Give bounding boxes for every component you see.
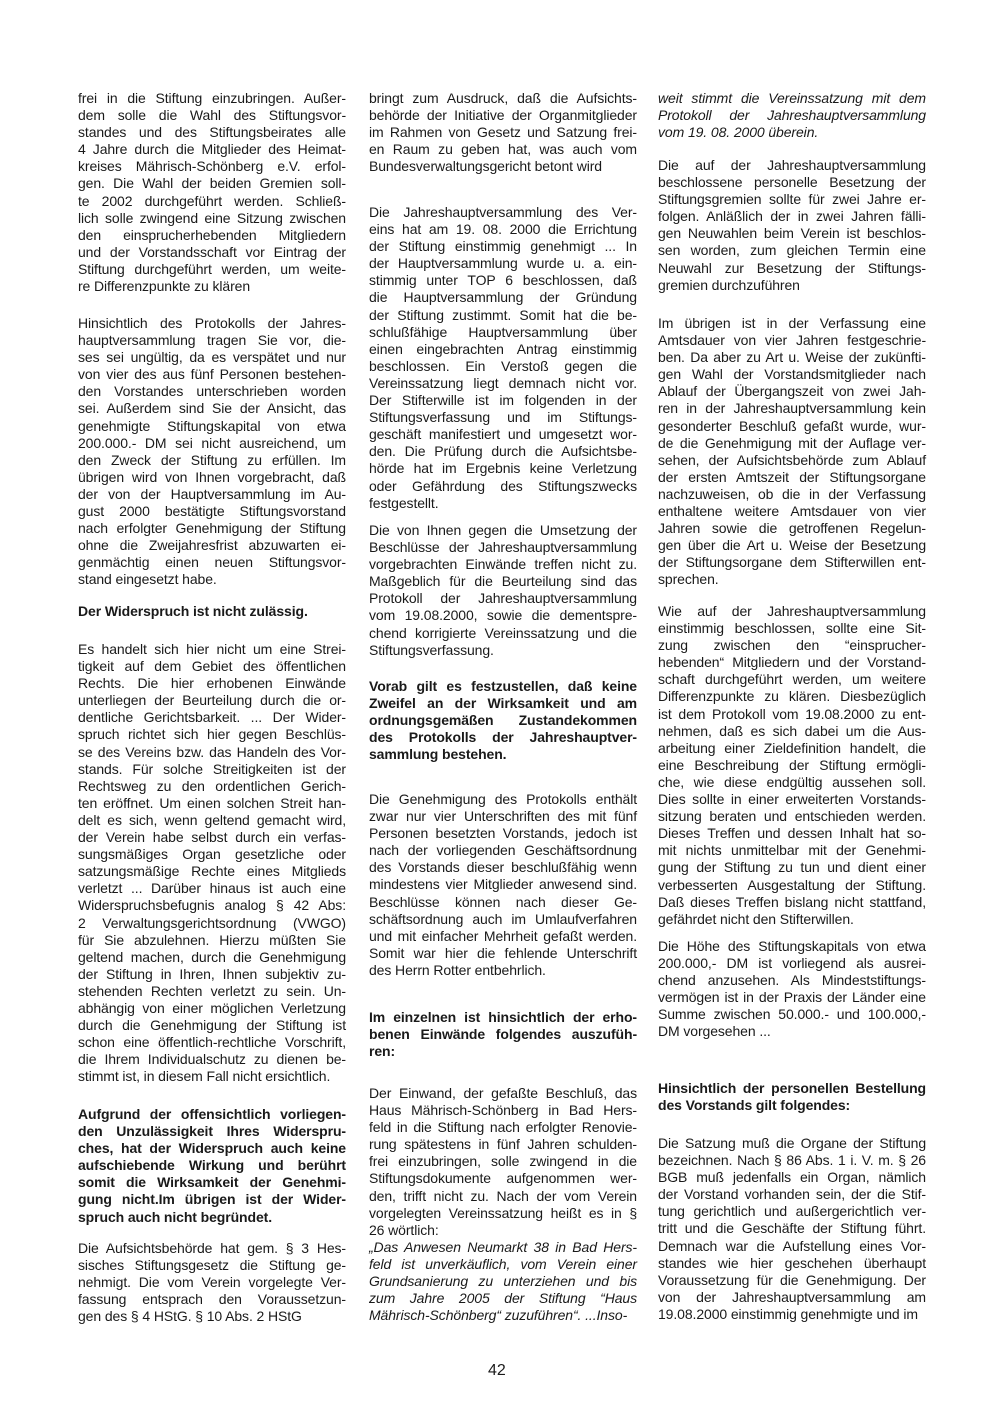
text-line: Amtsdauer von vier Jahren festgeschrie- [658,332,926,349]
text-line: zum Jahre 2005 der Stiftung “Haus [369,1290,637,1307]
text-line: beschlossen. Ein Verstoß gegen die [369,357,637,374]
text-line: abhängig von einer möglichen Verletzung [78,999,346,1016]
section-heading [369,1009,637,1060]
text-line: Protokoll der Jahreshauptversammlung [369,590,637,607]
text-line: zung zwischen den “einsprucher- [658,637,926,654]
text-line: des Protokolls der Jahreshauptver- [369,729,637,746]
text-line: verbesserten Ausgestaltung der Stiftung. [658,876,926,893]
text-line: arbeitung einer Zieldefinition handelt, die [658,739,926,756]
text-line: der Stiftungsorgane dem Stifterwillen ent- [658,554,926,571]
text-line: Somit war hier die fehlende Unterschrift [369,944,637,961]
text-line: übrigen wird von Ihnen vorgebracht, daß [78,468,346,485]
text-line: tung gerichtlich und außergerichtlich ver- [658,1203,926,1220]
text-line: satzungsmäßige Rechte eines Mitglieds [78,863,346,880]
section-heading [78,603,346,620]
paragraph [658,603,926,928]
text-line: vorgelegten Vereinssatzung heißt es in § [369,1204,637,1221]
text-line: der Hauptversammlung wurde u. a. ein- [369,255,637,272]
text-line: ten eröffnet. Um einen solchen Streit han- [78,794,346,811]
text-line: ohne die Zweijahresfrist abzuwarten ei- [78,537,346,554]
paragraph [369,522,637,659]
text-line: Im übrigen ist in der Verfassung eine [658,315,926,331]
text-line: sen worden, zum gleichen Termin eine [658,242,926,259]
text-line: somit die Wirksamkeit der Genehmi- [78,1174,346,1191]
text-line: Die Genehmigung des Protokolls enthält [369,791,637,807]
text-line: Differenzpunkte zu klären. Diesbezüglich [658,688,926,705]
text-line: für Sie abzulehnen. Hierzu müßten Sie [78,931,346,948]
text-line: gung der Stiftung zu tun und dient einer [658,859,926,876]
text-line: se des Vereins bzw. das Handeln des Vor- [78,743,346,760]
text-line: weit stimmt die Vereinssatzung mit dem [658,90,926,106]
text-line: stimmig unter TOP 6 beschlossen, daß [369,272,637,289]
text-line: im Rahmen von Gesetz und Satzung frei- [369,124,637,141]
section-heading [658,1080,926,1114]
text-line: Stiftungsdokumente aufgenommen wer- [369,1170,637,1187]
text-line: Wie auf der Jahreshauptversammlung [658,603,926,619]
text-line: einen eingebrachten Antrag einstimmig [369,340,637,357]
text-column-middle [369,0,637,1412]
text-line: ren in der Jahreshauptversammlung kein [658,400,926,417]
text-line: stands. Für solche Streitigkeiten ist der [78,760,346,777]
text-line: te 2002 durchgeführt werden. Schließ- [78,192,346,209]
text-column-left [78,0,346,1412]
paragraph [369,1085,637,1239]
text-line: frei einzubringen, solle zwingend in die [369,1153,637,1170]
text-line: schon eine öffentlich-rechtliche Vorschrift, [78,1034,346,1051]
text-line: eine Beschreibung der Stiftung ermögli- [658,756,926,773]
text-line: che, wie diese endgültig aussehen soll. [658,773,926,790]
paragraph [369,90,637,175]
text-line: Der Stifterwille ist im folgenden in der [369,392,637,409]
text-line: gremien durchzuführen [658,276,800,293]
text-line: gefährdet nicht den Stifterwillen. [658,910,854,927]
text-line: Grundsanierung zu unterziehen und bis [369,1273,637,1290]
text-line: nehmigt. Die vom Verein vorgelegte Ver- [78,1274,346,1291]
text-line: hauptversammlung tragen Sie vor, die- [78,332,346,349]
text-line: fassung entsprach den Voraussetzun- [78,1291,346,1308]
text-line: tritt und die Geschäfte der Stiftung führt. [658,1220,926,1237]
text-line: Es handelt sich hier nicht um eine Strei- [78,641,346,657]
page-number: 42 [488,1362,506,1379]
text-line: sehen, der Aufsichtsbehörde zum Ablauf [658,451,926,468]
text-line: Maßgeblich für die Beurteilung sind das [369,573,637,590]
text-line: Dies sollte in einer erweiterten Vorstands- [658,791,926,808]
text-line: die Hauptversammlung der Gründung [369,289,637,306]
text-line: standes wie hier geschehen überhaupt [658,1254,926,1271]
text-line: den Unzulässigkeit Ihres Widerspru- [78,1123,346,1140]
text-line: feld in die Stiftung nach erfolgter Renovie- [369,1119,637,1136]
text-line: Demnach war die Aufstellung eines Vor- [658,1237,926,1254]
text-line: Stiftungsverfassung und im Stiftungs- [369,409,637,426]
text-line: lich solle zwingend eine Sitzung zwischen [78,209,346,226]
text-line: den, trifft nicht zu. Nach der vom Verein [369,1187,637,1204]
text-line: Protokoll der Jahreshauptversammlung [658,107,926,124]
text-line: BGB muß jedenfalls ein Organ, nämlich [658,1169,926,1186]
text-line: spruch richtet sich hier gegen Beschlüs- [78,726,346,743]
paragraph [78,90,346,295]
text-line: hebenden“ Mitgliedern und der Vorstand- [658,654,926,671]
text-line: Vorab gilt es festzustellen, daß keine [369,678,637,694]
text-line: Summe zwischen 50.000.- und 100.000,- [658,1006,926,1023]
text-line: Beschlüsse der Jahreshauptversammlung [369,539,637,556]
text-line: stand eingesetzt habe. [78,571,217,588]
text-line: des Herrn Rotter entbehrlich. [369,961,546,978]
text-line: unterliegen der Beurteilung durch die or- [78,692,346,709]
text-line: 19.08.2000 einstimmig genehmigte und im [658,1305,918,1322]
paragraph [78,641,346,1085]
text-line: 4 Jahre durch die Mitglieder des Heimat- [78,141,346,158]
text-line: gen des § 4 HStG. § 10 Abs. 2 HStG [78,1308,302,1325]
text-line: Vereinssatzung liegt demnach nicht vor. [369,374,637,391]
text-line: Die von Ihnen gegen die Umsetzung der [369,522,637,538]
text-line: genmächtig einen neuen Stiftungsvor- [78,554,346,571]
text-line: gen Wahl der Vorstandsmitglieder nach [658,366,926,383]
text-line: gen. Die Wahl der beiden Gremien soll- [78,175,346,192]
paragraph [369,204,637,512]
text-line: den Vorstandes unterschrieben worden [78,383,346,400]
text-line: genehmigte Stiftungskapital von etwa [78,417,346,434]
text-line: dem solle die Wahl des Stiftungsvor- [78,107,346,124]
text-line: ben. Da aber zu Art u. Weise der zukünfti- [658,349,926,366]
text-line: 200.000,- DM ist vorliegend als ausrei- [658,955,926,972]
text-line: sei. Außerdem sind Sie der Ansicht, das [78,400,346,417]
text-line: sungsmäßiges Organ gesetzliche oder [78,846,346,863]
text-line: Voraussetzung für die Genehmigung. Der [658,1271,926,1288]
text-line: schlußfähige Hauptversammlung über [369,323,637,340]
text-line: Ablauf der Übergangszeit von zwei Jah- [658,383,926,400]
text-line: verletzt ... Darüber hinaus ist auch eine [78,880,346,897]
text-line: von vier des aus fünf Personen bestehen- [78,366,346,383]
text-line: Dieses Treffen und dessen Inhalt hat so- [658,825,926,842]
text-line: des Vorstands dieser beschlußfähig wenn [369,859,637,876]
text-line: sisches Stiftungsgesetz die Stiftung ge- [78,1257,346,1274]
text-line: mindestens vier Mitglieder anwesend sind. [369,876,637,893]
text-line: Aufgrund der offensichtlich vorliegen- [78,1106,346,1122]
text-line: spruch auch nicht begründet. [78,1208,272,1225]
text-line: behörde der Initiative der Organmitglieder [369,107,637,124]
text-line: Bundesverwaltungsgericht betont wird [369,158,602,175]
section-heading [369,678,637,763]
text-line: Die auf der Jahreshauptversammlung [658,157,926,173]
text-line: Neuwahl zur Besetzung der Stiftungs- [658,259,926,276]
text-line: Im einzelnen ist hinsichtlich der erho- [369,1009,637,1025]
text-line: Hinsichtlich des Protokolls der Jahres- [78,315,346,331]
text-line: bringt zum Ausdruck, daß die Aufsichts- [369,90,637,106]
text-line: Zweifel an der Wirksamkeit und am [369,695,637,712]
text-line: enthaltene weitere Amtsdauer von vier [658,503,926,520]
text-line: festgestellt. [369,494,439,511]
text-line: Haus Mährisch-Schönberg in Bad Hers- [369,1102,637,1119]
text-line: „Das Anwesen Neumarkt 38 in Bad Hers- [369,1238,637,1255]
text-line: Die Jahreshauptversammlung des Ver- [369,204,637,220]
text-line: Widerspruchsbefugnis analog § 42 Abs: [78,897,346,914]
text-line: Stiftungsgremien sollte für zwei Jahre er- [658,191,926,208]
text-line: schäftsordnung auch im Umlaufverfahren [369,910,637,927]
text-line: folgen. Anläßlich der in zwei Jahren fälli- [658,208,926,225]
paragraph [658,157,926,294]
paragraph [658,90,926,141]
text-line: sitzung beraten und entschieden werden. [658,808,926,825]
text-line: zwar nur vier Unterschriften des mit fünf [369,808,637,825]
text-line: gen über die Art u. Weise der Besetzung [658,537,926,554]
text-line: hörde hat im Ergebnis keine Verletzung [369,460,637,477]
text-line: Der Einwand, der gefaßte Beschluß, das [369,1085,637,1101]
text-line: feld ist unverkäuflich, vom Verein einer [369,1255,637,1272]
paragraph [78,315,346,589]
text-line: gen Neuwahlen beim Verein ist beschlos- [658,225,926,242]
text-line: ren: [369,1043,396,1060]
text-line: ses sei ungültig, da es verspätet und nur [78,349,346,366]
text-line: Der Widerspruch ist nicht zulässig. [78,603,308,619]
text-line: ordnungsgemäßen Zustandekommen [369,712,637,729]
paragraph [658,938,926,1041]
text-line: durch die Genehmigung der Stiftung ist [78,1017,346,1034]
section-heading [78,1106,346,1226]
text-line: vermögen ist in der Praxis der Länder eine [658,989,926,1006]
text-line: 200.000.- DM sei nicht ausreichend, um [78,434,346,451]
text-line: en Raum zu geben hat, was auch vom [369,141,637,158]
text-line: nehmen, daß es sich dabei um die Aus- [658,722,926,739]
paragraph [658,1135,926,1323]
text-line: den Zweck der Stiftung zu erfüllen. Im [78,451,346,468]
text-line: Die Satzung muß die Organe der Stiftung [658,1135,926,1151]
text-line: die Ihrem Individualschutz zu dienen be- [78,1051,346,1068]
text-line: der Vorstand vorhanden sein, der die Stif- [658,1186,926,1203]
paragraph [369,791,637,979]
text-line: Die Höhe des Stiftungskapitals von etwa [658,938,926,954]
text-line: ist dem Protokoll vom 19.08.2000 zu ent- [658,705,926,722]
text-line: Rechts. Die hier erhobenen Einwände [78,675,346,692]
text-line: und der Vorstandsschaft vor Eintrag der [78,243,346,260]
text-line: Stiftungsverfassung. [369,641,494,658]
text-line: gesonderter Beschluß gefaßt wurde, wur- [658,417,926,434]
paragraph [658,315,926,589]
text-line: von der Jahreshauptversammlung am [658,1288,926,1305]
text-line: benen Einwände folgendes auszufüh- [369,1026,637,1043]
text-line: 26 wörtlich: [369,1221,439,1238]
text-line: und mit einfacher Mehrheit gefaßt werden. [369,927,637,944]
text-line: den. Die Prüfung durch die Aufsichtsbe- [369,443,637,460]
text-line: 2 Verwaltungsgerichtsordnung (VWGO) [78,914,346,931]
paragraph [78,1240,346,1325]
text-line: de die Genehmigung mit der Auflage ver- [658,434,926,451]
text-line: delt es sich, wenn geltend gemacht wird, [78,811,346,828]
text-line: nach der vorliegenden Geschäftsordnung [369,842,637,859]
text-line: der ersten Amtszeit der Stiftungsorgane [658,468,926,485]
text-line: sprechen. [658,571,719,588]
text-line: chend korrigierte Vereinssatzung und die [369,624,637,641]
text-line: geltend machen, durch die Genehmigung [78,948,346,965]
text-line: tigkeit auf dem Gebiet des öffentlichen [78,658,346,675]
text-line: frei in die Stiftung einzubringen. Außer- [78,90,346,106]
text-line: der Verein habe selbst durch ein verfas- [78,829,346,846]
text-line: Stiftung durchgeführt werden, um weite- [78,260,346,277]
paragraph [369,1239,637,1324]
text-line: der Stiftung in Ihren, Ihnen subjektiv zu- [78,965,346,982]
text-line: Die Aufsichtsbehörde hat gem. § 3 Hes- [78,1240,346,1256]
text-column-right [658,0,926,1412]
text-line: nachzuweisen, ob die in der Verfassung [658,485,926,502]
text-line: Daß dieses Treffen bislang nicht stattfand, [658,893,926,910]
text-line: bezeichnen. Nach § 86 Abs. 1 i. V. m. § 26 [658,1152,926,1169]
text-line: Rechtsweg zu den ordentlichen Gerich- [78,777,346,794]
text-line: eins hat am 19. 08. 2000 die Errichtung [369,221,637,238]
text-line: Personen besetzten Vorstands, jedoch ist [369,825,637,842]
text-line: einstimmig beschlossen, sollte eine Sit- [658,620,926,637]
text-line: sammlung bestehen. [369,746,507,763]
text-line: vom 19.08.2000, sowie die dementspre- [369,607,637,624]
text-line: DM vorgesehen ... [658,1023,771,1040]
text-line: des Vorstands gilt folgendes: [658,1097,851,1114]
text-line: Beschlüsse können nach dieser Ge- [369,893,637,910]
text-line: vorgebrachten Einwände treffen nicht zu. [369,556,637,573]
text-line: nach erfolgter Genehmigung der Stiftung [78,520,346,537]
text-line: Jahren sowie die getroffenen Regelun- [658,520,926,537]
text-line: mit nichts unmittelbar mit der Genehmi- [658,842,926,859]
text-line: kreises Mährisch-Schönberg e.V. erfol- [78,158,346,175]
text-line: gust 2000 bestätigte Stiftungsvorstand [78,503,346,520]
text-line: dentliche Gerichtsbarkeit. ... Der Wider- [78,709,346,726]
text-line: aufschiebende Wirkung und berührt [78,1157,346,1174]
text-line: oder Gefährdung des Stiftungszwecks [369,477,637,494]
text-line: Mährisch-Schönberg“ zuzuführen“. ...Inso- [369,1307,628,1324]
text-line: standes und des Stiftungsbeirates alle [78,124,346,141]
text-line: gung nicht.Im übrigen ist der Wider- [78,1191,346,1208]
text-line: den einsprucherhebenden Mitgliedern [78,226,346,243]
text-line: der Stiftung einstimmig genehmigt ... In [369,238,637,255]
text-line: ches, hat der Widerspruch auch keine [78,1140,346,1157]
text-line: Hinsichtlich der personellen Bestellung [658,1080,926,1096]
text-line: der von der Hauptversammlung im Au- [78,485,346,502]
text-line: vom 19. 08. 2000 überein. [658,124,819,141]
text-line: re Differenzpunkte zu klären [78,278,251,295]
text-line: stehenden Rechten verletzt zu sein. Un- [78,982,346,999]
text-line: geschäft manifestiert und umgesetzt wor- [369,426,637,443]
text-line: rung spätestens in fünf Jahren schulden- [369,1136,637,1153]
text-line: schaft durchgeführt werden, um weitere [658,671,926,688]
text-line: stimmt ist, in diesem Fall nicht ersichtlich. [78,1068,331,1085]
text-line: der Stiftung zustimmt. Somit hat die be- [369,306,637,323]
text-line: beschlossene personelle Besetzung der [658,174,926,191]
text-line: chend anzusehen. Als Mindeststiftungs- [658,972,926,989]
